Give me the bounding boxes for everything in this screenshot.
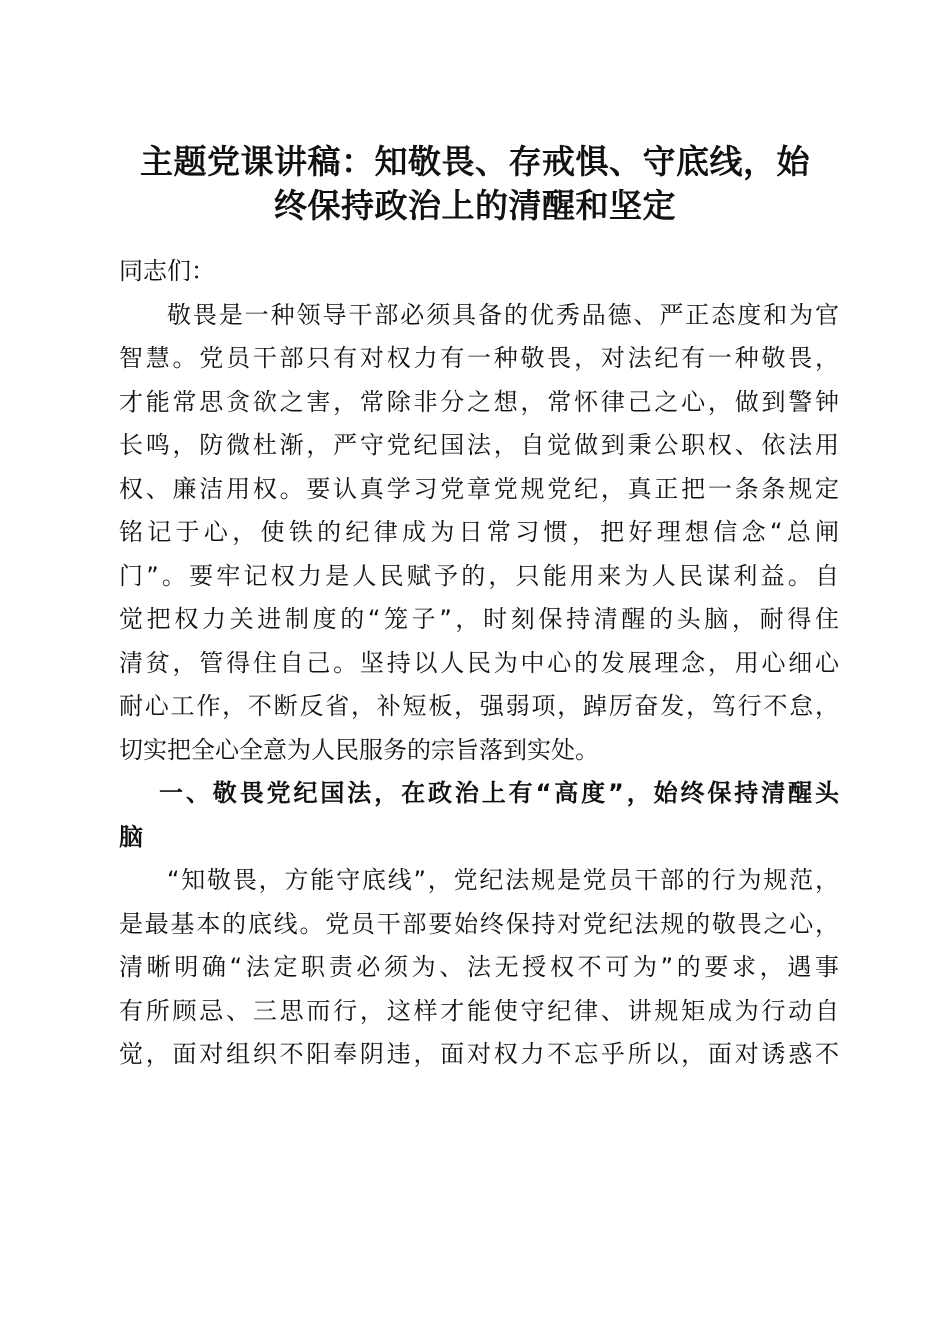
paragraph-line: 切实把全心全意为人民服务的宗旨落到实处。 bbox=[119, 735, 599, 764]
paragraph-line: 清贫，管得住自己。坚持以人民为中心的发展理念，用心细心 bbox=[119, 648, 839, 677]
paragraph-line: 有所顾忌、三思而行，这样才能使守纪律、讲规矩成为行动自 bbox=[119, 996, 839, 1025]
paragraph-line: 觉把权力关进制度的“笼子”，时刻保持清醒的头脑，耐得住 bbox=[119, 605, 839, 633]
paragraph-line: 铭记于心，使铁的纪律成为日常习惯，把好理想信念“总闸 bbox=[119, 518, 839, 546]
paragraph-line: 清晰明确“法定职责必须为、法无授权不可为”的要求，遇事 bbox=[119, 953, 839, 981]
paragraph-line: 权、廉洁用权。要认真学习党章党规党纪，真正把一条条规定 bbox=[119, 474, 839, 503]
title-line-2: 终保持政治上的清醒和坚定 bbox=[274, 186, 676, 225]
document-body bbox=[119, 250, 839, 1077]
paragraph-line: 智慧。党员干部只有对权力有一种敬畏，对法纪有一种敬畏， bbox=[119, 344, 839, 372]
title-line-1: 主题党课讲稿：知敬畏、存戒惧、守底线，始 bbox=[140, 142, 810, 181]
paragraph-line: 长鸣，防微杜渐，严守党纪国法，自觉做到秉公职权、依法用 bbox=[119, 431, 839, 459]
salutation: 同志们： bbox=[119, 257, 215, 285]
paragraph-intro bbox=[119, 294, 839, 773]
paragraph-line: 耐心工作，不断反省，补短板，强弱项，踔厉奋发，笃行不怠， bbox=[119, 692, 839, 720]
heading-line: 一、敬畏党纪国法，在政治上有“高度”，始终保持清醒头 bbox=[159, 779, 839, 807]
paragraph-section-1 bbox=[119, 859, 839, 1077]
paragraph-line: 才能常思贪欲之害，常除非分之想，常怀律己之心，做到警钟 bbox=[119, 387, 839, 416]
heading-line: 脑 bbox=[119, 822, 143, 851]
paragraph-line: 是最基本的底线。党员干部要始终保持对党纪法规的敬畏之心， bbox=[119, 909, 839, 938]
document-title bbox=[100, 140, 850, 228]
section-heading-1 bbox=[119, 772, 839, 859]
paragraph-line: 门”。要牢记权力是人民赋予的，只能用来为人民谋利益。自 bbox=[119, 561, 839, 590]
paragraph-line: “知敬畏，方能守底线”，党纪法规是党员干部的行为规范， bbox=[167, 866, 839, 894]
paragraph-line: 觉，面对组织不阳奉阴违，面对权力不忘乎所以，面对诱惑不 bbox=[119, 1040, 839, 1068]
paragraph-line: 敬畏是一种领导干部必须具备的优秀品德、严正态度和为官 bbox=[167, 300, 839, 329]
